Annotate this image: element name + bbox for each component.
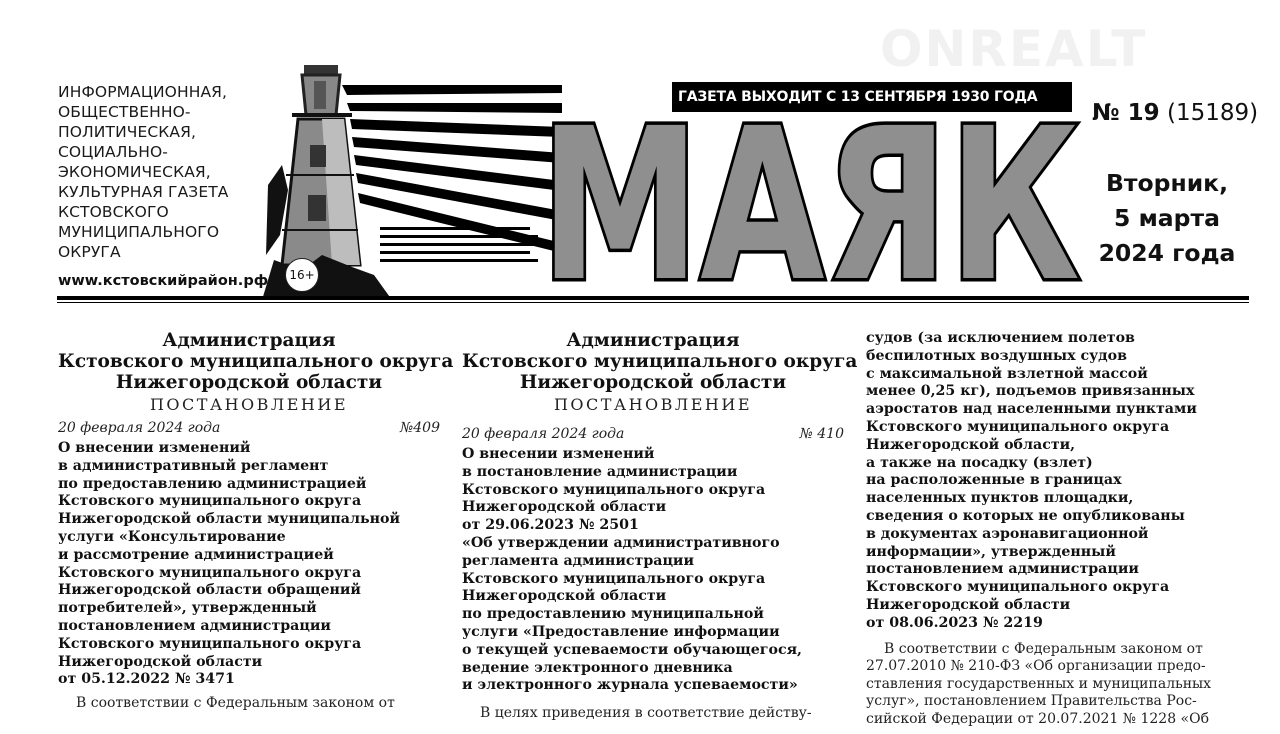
subject-line: Кстовского муниципального округа xyxy=(866,579,1170,596)
subject-line: и рассмотрение администрацией xyxy=(58,546,334,563)
subject-line: постановлением администрации xyxy=(866,561,1139,578)
subject-line: Нижегородской области xyxy=(462,588,667,605)
masthead-rule-thin xyxy=(57,302,1249,303)
newspaper-title-text: МАЯК xyxy=(540,110,1080,290)
subject-line: Нижегородской области муниципальной xyxy=(58,511,400,528)
subject-line: Кстовского муниципального округа xyxy=(58,564,362,581)
org-line: Кстовского муниципального округа xyxy=(58,351,454,372)
subject-line: ведение электронного дневника xyxy=(462,659,733,676)
masthead xyxy=(0,0,1280,310)
subject-line: Кстовского муниципального округа xyxy=(462,570,766,587)
article-410 xyxy=(462,330,858,723)
issue-total: (15189) xyxy=(1167,100,1259,126)
subject-line: по предоставлению муниципальной xyxy=(462,606,764,623)
subject-line: О внесении изменений xyxy=(462,446,655,462)
dateline xyxy=(58,420,440,436)
subject-line: менее 0,25 кг), подъемов привязанных xyxy=(866,383,1195,400)
subject-line: на расположенные в границах xyxy=(866,472,1122,489)
tagline-line: КУЛЬТУРНАЯ ГАЗЕТА xyxy=(58,183,229,201)
issue-date xyxy=(1090,166,1244,271)
subject-line: Кстовского муниципального округа xyxy=(58,493,362,510)
subject-line: услуги «Консультирование xyxy=(58,528,286,545)
doc-date: 20 февраля 2024 года xyxy=(58,420,221,436)
doc-number: №409 xyxy=(400,420,440,436)
doc-date: 20 февраля 2024 года xyxy=(462,426,625,442)
article-body xyxy=(462,705,844,723)
subject-line: судов (за исключением полетов xyxy=(866,330,1135,346)
article-subject xyxy=(462,446,844,695)
tagline-line: ОКРУГА xyxy=(58,243,121,261)
body-line: В соответствии с Федеральным законом от xyxy=(76,695,395,712)
tagline-line: ПОЛИТИЧЕСКАЯ, xyxy=(58,123,197,141)
masthead-rule xyxy=(57,296,1249,300)
body-line: сийской Федерации от 20.07.2021 № 1228 «Об xyxy=(866,710,1210,727)
body-line: ставления государственных и муниципальных xyxy=(866,675,1212,692)
subject-line: а также на посадку (взлет) xyxy=(866,454,1093,471)
org-line: Администрация xyxy=(162,330,336,351)
tagline-line: МУНИЦИПАЛЬНОГО xyxy=(58,223,220,241)
subject-line: от 05.12.2022 № 3471 xyxy=(58,671,235,688)
org-line: Кстовского муниципального округа xyxy=(462,351,858,372)
subject-line: регламента администрации xyxy=(462,552,694,569)
subject-line: Кстовского муниципального округа xyxy=(866,418,1170,435)
doc-type: ПОСТАНОВЛЕНИЕ xyxy=(553,395,753,414)
org-line: Нижегородской области xyxy=(519,372,787,393)
subject-line: населенных пунктов площадки, xyxy=(866,490,1134,507)
org-line: Администрация xyxy=(566,330,740,351)
subject-line: беспилотных воздушных судов xyxy=(866,347,1127,364)
subject-line: Кстовского муниципального округа xyxy=(58,635,362,652)
body-line: В соответствии с Федеральным законом от xyxy=(884,640,1203,657)
article-continued xyxy=(866,330,1250,728)
body-line: В целях приведения в соответствие действу- xyxy=(480,705,812,722)
article-409 xyxy=(58,330,454,713)
issue-no: № 19 xyxy=(1092,100,1160,126)
article-body xyxy=(58,695,440,713)
subject-line: О внесении изменений xyxy=(58,440,251,456)
website-link[interactable]: www.кстовскийрайон.рф xyxy=(58,273,269,289)
article-body xyxy=(866,641,1250,729)
subject-line: Нижегородской области xyxy=(866,596,1071,613)
issue-number xyxy=(1092,100,1258,126)
tagline-line: ИНФОРМАЦИОННАЯ, xyxy=(58,83,228,101)
issue-date-line: 2024 года xyxy=(1098,239,1236,267)
tagline xyxy=(58,82,278,262)
subject-line: услуги «Предоставление информации xyxy=(462,623,780,640)
subject-line: Нижегородской области xyxy=(462,499,667,516)
subject-line: о текущей успеваемости обучающегося, xyxy=(462,641,803,658)
issue-date-line: 5 марта xyxy=(1114,204,1220,232)
subject-line: по предоставлению администрацией xyxy=(58,475,367,492)
subject-line: в постановление администрации xyxy=(462,463,738,480)
subject-line: и электронного журнала успеваемости» xyxy=(462,677,798,694)
subject-line: в документах аэронавигационной xyxy=(866,525,1149,542)
subject-line: Кстовского муниципального округа xyxy=(462,481,766,498)
subject-line: потребителей», утвержденный xyxy=(58,600,317,617)
subject-line: от 29.06.2023 № 2501 xyxy=(462,517,639,534)
tagline-line: ЭКОНОМИЧЕСКАЯ, xyxy=(58,163,211,181)
article-subject xyxy=(58,440,440,689)
watermark: ONREALT xyxy=(880,20,1148,78)
tagline-line: ОБЩЕСТВЕННО- xyxy=(58,103,191,121)
article-subject xyxy=(866,330,1250,633)
subject-line: от 08.06.2023 № 2219 xyxy=(866,614,1043,631)
doc-type: ПОСТАНОВЛЕНИЕ xyxy=(149,395,349,414)
org-line: Нижегородской области xyxy=(115,372,383,393)
subject-line: «Об утверждении административного xyxy=(462,534,780,551)
subject-line: информации», утвержденный xyxy=(866,543,1116,560)
tagline-line: КСТОВСКОГО xyxy=(58,203,169,221)
issue-date-line: Вторник, xyxy=(1105,169,1229,197)
subject-line: Нижегородской области xyxy=(58,653,263,670)
article-org xyxy=(462,330,858,393)
body-line: 27.07.2010 № 210-ФЗ «Об организации предо- xyxy=(866,658,1206,675)
subject-line: постановлением администрации xyxy=(58,617,331,634)
body-line: услуг», постановлением Правительства Рос- xyxy=(866,693,1197,710)
since-text: ГАЗЕТА ВЫХОДИТ С 13 СЕНТЯБРЯ 1930 ГОДА xyxy=(678,89,1038,105)
subject-line: аэростатов над населенными пунктами xyxy=(866,401,1197,418)
tagline-line: СОЦИАЛЬНО- xyxy=(58,143,168,161)
subject-line: сведения о которых не опубликованы xyxy=(866,507,1185,524)
dateline xyxy=(462,426,844,442)
subject-line: Нижегородской области обращений xyxy=(58,582,361,599)
doc-number: № 410 xyxy=(799,426,844,442)
subject-line: Нижегородской области, xyxy=(866,436,1076,453)
article-org xyxy=(58,330,454,393)
subject-line: в административный регламент xyxy=(58,457,329,474)
age-rating-badge: 16+ xyxy=(285,258,319,292)
newspaper-title xyxy=(530,110,1090,290)
subject-line: с максимальной взлетной массой xyxy=(866,365,1148,382)
